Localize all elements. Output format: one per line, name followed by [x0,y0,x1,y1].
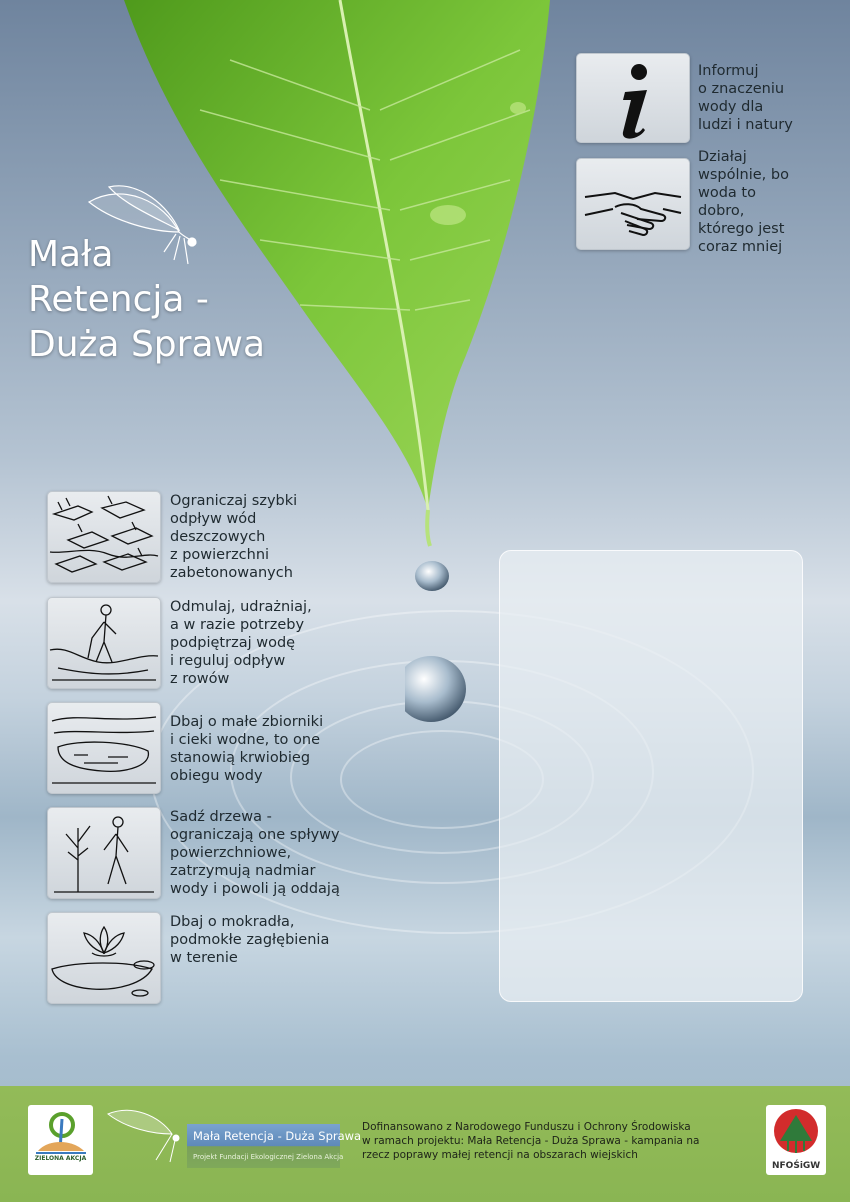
tip-line: Informuj [698,63,759,79]
tip-line: woda to [698,185,756,201]
foundation-logo-icon [28,1105,93,1175]
tip-line: wody i powoli ją oddają [170,881,340,897]
pond-icon [48,703,160,793]
tip-line: którego jest [698,221,785,237]
tip-line: w terenie [170,950,238,966]
funding-line: rzecz poprawy małej retencji na obszarach wiejskich [362,1149,638,1161]
tip-line: Ograniczaj szybki [170,493,298,509]
funder-logo-label: NFOŚiGW [772,1161,821,1171]
ditch-digging-icon [48,598,160,688]
water-droplet [405,555,475,725]
tip-line: o znaczeniu [698,81,785,97]
tip-line: zatrzymują nadmiar [170,863,316,879]
tip-line: wspólnie, bo [698,167,789,183]
tip-line: a w razie potrzeby [170,617,305,633]
title-line: Duża Sprawa [28,324,266,365]
tip-line: podmokłe zagłębienia [170,932,330,948]
title-line: Mała [28,234,114,275]
tip-runoff [170,492,297,582]
tip-line: stanowią krwiobieg [170,750,311,766]
tip-line: Sadź drzewa - [170,809,272,825]
handshake-card [576,158,690,250]
handshake-icon [577,159,689,249]
tip-line: Dbaj o mokradła, [170,914,295,930]
page-title [28,232,265,367]
blank-panel [499,550,803,1002]
tip-line: podpiętrzaj wodę [170,635,296,651]
tree-planting-icon [48,808,160,898]
tip-ditch [170,598,312,688]
tree-card [47,807,161,899]
tip-line: deszczowych [170,529,266,545]
tip-inform [698,62,793,134]
pond-card [47,702,161,794]
project-badge [187,1124,362,1168]
foundation-logo [28,1105,93,1175]
tip-line: powierzchniowe, [170,845,292,861]
info-card [576,53,690,143]
project-badge-title: Mała Retencja - Duża Sprawa [193,1129,362,1143]
dragonfly-icon [106,1104,190,1168]
tip-line: i cieki wodne, to one [170,732,321,748]
funder-logo-icon [766,1105,826,1161]
tip-wetlands [170,913,329,967]
tip-trees [170,808,340,898]
tip-line: z powierzchni [170,547,270,563]
project-badge-subtitle: Projekt Fundacji Ekologicznej Zielona Akcja [193,1153,344,1161]
tip-line: obiegu wody [170,768,263,784]
water-lily-icon [48,913,160,1003]
tip-line: i reguluj odpływ [170,653,286,669]
tip-line: Dbaj o małe zbiorniki [170,714,324,730]
tip-line: z rowów [170,671,230,687]
tip-line: Odmulaj, udrażniaj, [170,599,312,615]
tip-line: ludzi i natury [698,117,793,133]
title-line: Retencja - [28,279,209,320]
tip-line: ograniczają one spływy [170,827,340,843]
wetland-card [47,912,161,1004]
funding-line: w ramach projektu: Mała Retencja - Duża Sprawa - kampania na [362,1135,700,1147]
ditch-card [47,597,161,689]
tip-line: wody dla [698,99,764,115]
foundation-logo-label: ZIELONA AKCJA [34,1155,87,1162]
tip-line: zabetonowanych [170,565,293,581]
tip-pond [170,713,323,785]
tip-line: Działaj [698,149,747,165]
tip-line: coraz mniej [698,239,783,255]
funding-line: Dofinansowano z Narodowego Funduszu i Ochrony Środowiska [362,1121,691,1133]
tip-line: dobro, [698,203,745,219]
tip-cooperate [698,148,789,256]
runoff-card [47,491,161,583]
info-icon [577,54,689,142]
rain-runoff-icon [48,492,160,582]
tip-line: odpływ wód [170,511,257,527]
funding-note [362,1120,699,1162]
